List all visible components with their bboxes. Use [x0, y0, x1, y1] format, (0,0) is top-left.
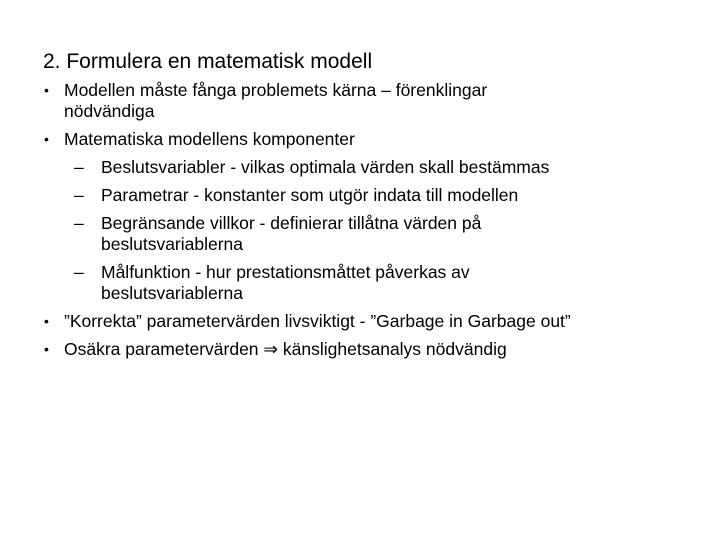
list-item: [0, 311, 709, 332]
list-item-text: Modellen måste fånga problemets kärna – förenklingar nödvändiga: [64, 80, 488, 121]
dash-marker: –: [74, 157, 84, 177]
list-item: [0, 339, 709, 360]
bullet-marker: •: [44, 131, 49, 147]
sub-list-item-text: Begränsande villkor - definierar tillåtna värden på beslutsvariablerna: [101, 213, 482, 254]
dash-marker: –: [74, 185, 84, 205]
list-item-text: ”Korrekta” parametervärden livsviktigt - ”Garbage in Garbage out”: [64, 311, 571, 331]
list-item: [0, 80, 709, 122]
bullet-marker: •: [44, 313, 49, 329]
sub-list-item-text: Beslutsvariabler - vilkas optimala värden skall bestämmas: [101, 157, 550, 177]
dash-marker: –: [74, 262, 84, 282]
list-item: [0, 129, 709, 150]
sub-list-item: [0, 157, 709, 178]
sub-list-item: [0, 185, 709, 206]
sub-list-item-text: Målfunktion - hur prestationsmåttet påverkas av beslutsvariablerna: [101, 262, 470, 303]
sub-list-item-text: Parametrar - konstanter som utgör indata till modellen: [101, 185, 519, 205]
bullet-marker: •: [44, 341, 49, 357]
bullet-marker: •: [44, 82, 49, 98]
sub-list-item: [0, 213, 709, 255]
bullet-list: [0, 80, 709, 367]
dash-marker: –: [74, 213, 84, 233]
list-item-text: Osäkra parametervärden ⇒ känslighetsanalys nödvändig: [64, 339, 507, 359]
slide-title: 2. Formulera en matematisk modell: [43, 50, 373, 73]
sub-list-item: [0, 262, 709, 304]
list-item-text: Matematiska modellens komponenter: [64, 129, 355, 149]
